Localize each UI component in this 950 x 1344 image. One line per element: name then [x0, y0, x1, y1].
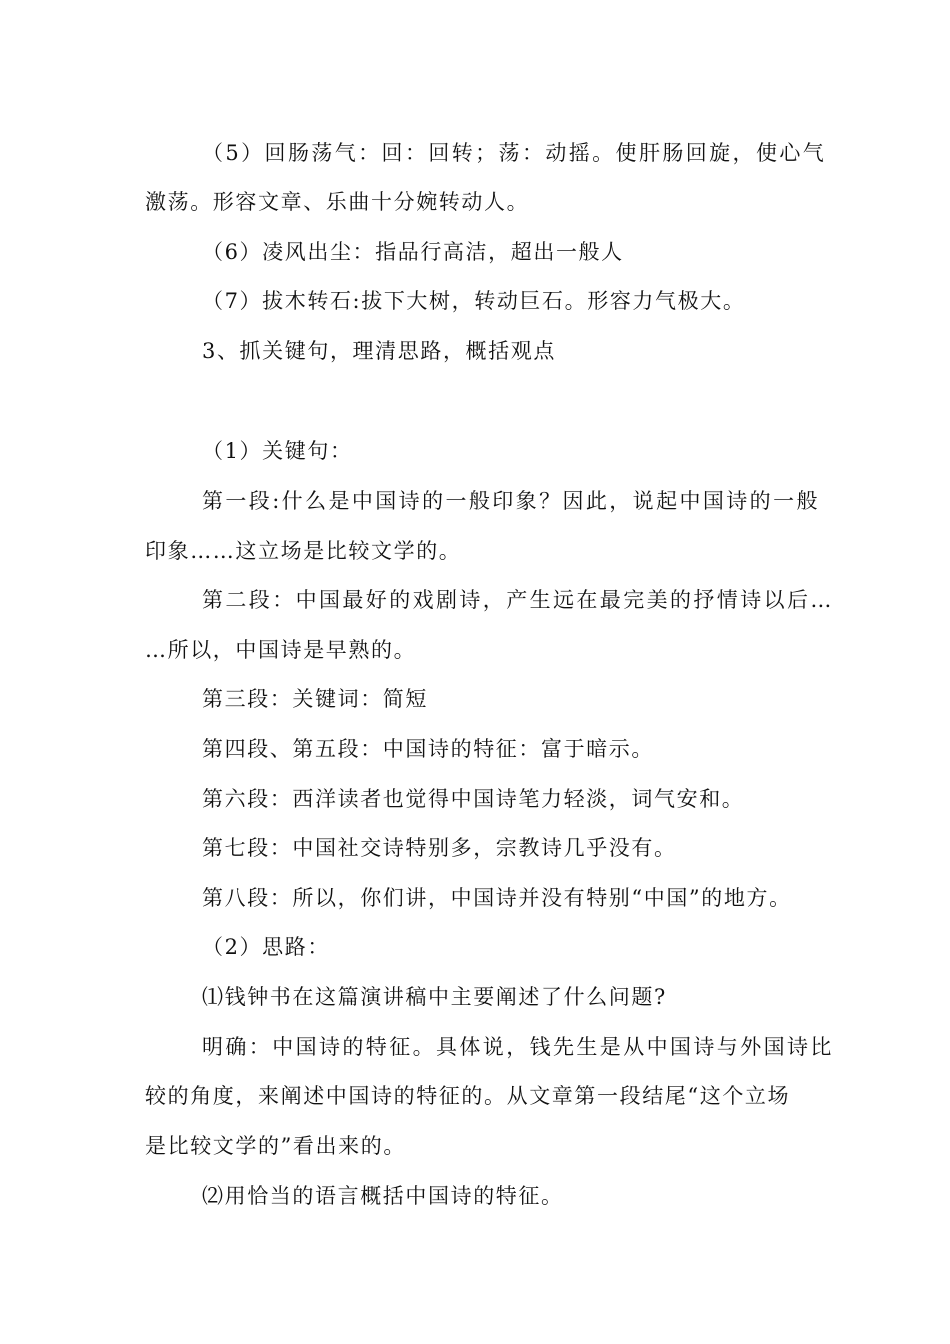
text-line: 第二段：中国最好的戏剧诗，产生远在最完美的抒情诗以后… — [202, 588, 834, 612]
subsection-heading: （2）思路： — [202, 935, 330, 959]
text-line: 是比较文学的”看出来的。 — [145, 1134, 406, 1158]
text-line: 第六段：西洋读者也觉得中国诗笔力轻淡，词气安和。 — [202, 787, 745, 811]
text-line: 印象……这立场是比较文学的。 — [145, 539, 462, 563]
text-line: 第四段、第五段：中国诗的特征：富于暗示。 — [202, 737, 654, 761]
text-line: （7）拔木转石:拔下大树，转动巨石。形容力气极大。 — [202, 289, 746, 313]
text-line: …所以，中国诗是早熟的。 — [145, 638, 417, 662]
text-line: 第八段：所以，你们讲，中国诗并没有特别“中国”的地方。 — [202, 886, 792, 910]
text-line: 较的角度，来阐述中国诗的特征的。从文章第一段结尾“这个立场 — [145, 1084, 791, 1108]
text-line: 第三段：关键词：简短 — [202, 687, 428, 711]
text-line: 第七段：中国社交诗特别多，宗教诗几乎没有。 — [202, 836, 677, 860]
text-line: （6）凌风出尘：指品行高洁，超出一般人 — [202, 240, 624, 264]
text-line: ⑵用恰当的语言概括中国诗的特征。 — [202, 1184, 564, 1208]
text-line: （5）回肠荡气：回：回转；荡：动摇。使肝肠回旋，使心气 — [202, 141, 827, 165]
text-line: ⑴钱钟书在这篇演讲稿中主要阐述了什么问题? — [202, 985, 667, 1009]
subsection-heading: （1）关键句： — [202, 439, 353, 463]
text-line: 明确：中国诗的特征。具体说，钱先生是从中国诗与外国诗比 — [202, 1035, 834, 1059]
text-line: 激荡。形容文章、乐曲十分婉转动人。 — [145, 190, 530, 214]
text-line: 第一段:什么是中国诗的一般印象？因此，说起中国诗的一般 — [202, 489, 820, 513]
section-heading: 3、抓关键句，理清思路，概括观点 — [202, 339, 556, 363]
